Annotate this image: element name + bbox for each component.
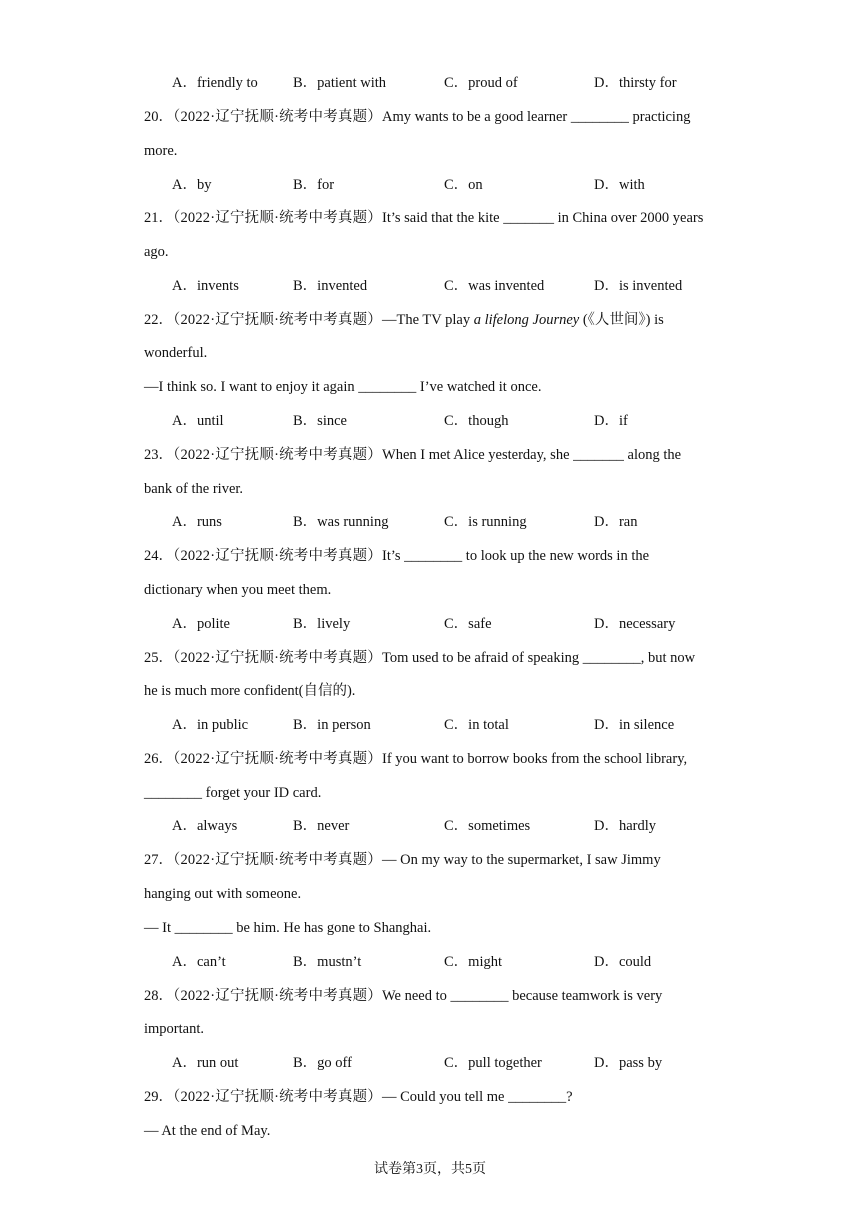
q24-option-c: C．safe xyxy=(444,616,492,632)
q27-option-b: B．mustn’t xyxy=(293,954,362,970)
q22-option-c: C．though xyxy=(444,413,509,429)
q27-stem-line2: hanging out with someone. xyxy=(144,886,302,902)
q25-stem-line2: he is much more confident(自信的). xyxy=(144,683,356,699)
q28-option-a: A．run out xyxy=(172,1055,239,1071)
page-footer: 试卷第3页，共5页 xyxy=(374,1162,486,1177)
q29-stem-line1 xyxy=(144,1087,573,1107)
q20-number: 20． xyxy=(144,109,173,125)
q22-title-italic: a lifelong Journey xyxy=(473,312,580,328)
q29-text: — Could you tell me ________? xyxy=(382,1089,573,1105)
q28-text: We need to ________ because teamwork is very xyxy=(382,988,663,1004)
q19-option-d: D．thirsty for xyxy=(594,75,677,91)
q25-number: 25． xyxy=(144,650,173,666)
q21-option-a: A．invents xyxy=(172,278,239,294)
q22-text-pre: —The TV play xyxy=(382,312,474,328)
q23-stem-line2: bank of the river. xyxy=(144,481,244,497)
q26-option-b: B．never xyxy=(293,818,350,834)
q19-option-a: A．friendly to xyxy=(172,75,258,91)
q20-option-a: A．by xyxy=(172,177,212,193)
q23-number: 23． xyxy=(144,447,173,463)
q28-option-b: B．go off xyxy=(293,1055,352,1071)
q19-option-c: C．proud of xyxy=(444,75,518,91)
q20-option-c: C．on xyxy=(444,177,483,193)
q22-option-a: A．until xyxy=(172,413,224,429)
q23-option-b: B．was running xyxy=(293,514,389,530)
q28-option-d: D．pass by xyxy=(594,1055,663,1071)
q22-stem-line2: wonderful. xyxy=(144,345,208,361)
q22-source: （2022·辽宁抚顺·统考中考真题） xyxy=(173,312,383,328)
q20-source: （2022·辽宁抚顺·统考中考真题） xyxy=(173,109,383,125)
q21-source: （2022·辽宁抚顺·统考中考真题） xyxy=(173,210,383,226)
q29-number: 29． xyxy=(144,1089,173,1105)
q20-option-d: D．with xyxy=(594,177,645,193)
q20-option-b: B．for xyxy=(293,177,335,193)
q21-option-c: C．was invented xyxy=(444,278,545,294)
q25-option-d: D．in silence xyxy=(594,717,675,733)
q19-option-b: B．patient with xyxy=(293,75,387,91)
q22-stem-line3: —I think so. I want to enjoy it again ________ I’ve watched it once. xyxy=(144,379,542,395)
q28-source: （2022·辽宁抚顺·统考中考真题） xyxy=(173,988,383,1004)
q21-stem-line1 xyxy=(144,208,703,228)
q22-option-b: B．since xyxy=(293,413,347,429)
q20-text: Amy wants to be a good learner ________ practicing xyxy=(382,109,691,125)
q27-option-a: A．can’t xyxy=(172,954,226,970)
q23-option-a: A．runs xyxy=(172,514,222,530)
q24-option-b: B．lively xyxy=(293,616,351,632)
q23-text: When I met Alice yesterday, she _______ along the xyxy=(382,447,682,463)
q26-option-c: C．sometimes xyxy=(444,818,531,834)
q24-text: It’s ________ to look up the new words in the xyxy=(382,548,650,564)
q27-stem-line3: — It ________ be him. He has gone to Shanghai. xyxy=(144,920,432,936)
q25-option-b: B．in person xyxy=(293,717,371,733)
q20-stem-line2: more. xyxy=(144,143,178,159)
q26-text: If you want to borrow books from the school library, xyxy=(382,751,688,767)
q29-source: （2022·辽宁抚顺·统考中考真题） xyxy=(173,1089,383,1105)
q22-options xyxy=(172,411,732,431)
q21-text: It’s said that the kite _______ in China over 2000 years xyxy=(382,210,704,226)
q23-option-c: C．is running xyxy=(444,514,527,530)
q26-number: 26． xyxy=(144,751,173,767)
q21-stem-line2: ago. xyxy=(144,244,169,260)
q25-option-c: C．in total xyxy=(444,717,509,733)
q28-options xyxy=(172,1053,732,1073)
q25-options xyxy=(172,715,732,735)
q25-option-a: A．in public xyxy=(172,717,249,733)
q23-options xyxy=(172,512,732,532)
q22-number: 22． xyxy=(144,312,173,328)
q26-option-d: D．hardly xyxy=(594,818,657,834)
q27-number: 27． xyxy=(144,852,173,868)
q27-source: （2022·辽宁抚顺·统考中考真题） xyxy=(173,852,383,868)
q21-options xyxy=(172,276,732,296)
q21-option-d: D．is invented xyxy=(594,278,683,294)
q27-option-d: D．could xyxy=(594,954,652,970)
q28-option-c: C．pull together xyxy=(444,1055,542,1071)
q29-stem-line2: — At the end of May. xyxy=(144,1123,271,1139)
q28-number: 28． xyxy=(144,988,173,1004)
q28-stem-line2: important. xyxy=(144,1021,205,1037)
q22-option-d: D．if xyxy=(594,413,628,429)
q23-option-d: D．ran xyxy=(594,514,638,530)
q21-option-b: B．invented xyxy=(293,278,368,294)
q27-stem-line1 xyxy=(144,850,661,870)
q27-options xyxy=(172,952,732,972)
q24-stem-line2: dictionary when you meet them. xyxy=(144,582,332,598)
q20-options xyxy=(172,175,732,195)
q24-option-d: D．necessary xyxy=(594,616,676,632)
q28-stem-line1 xyxy=(144,986,662,1006)
q22-text-post: (《人世间》) is xyxy=(579,312,664,328)
q23-source: （2022·辽宁抚顺·统考中考真题） xyxy=(173,447,383,463)
q27-option-c: C．might xyxy=(444,954,503,970)
q26-options xyxy=(172,816,732,836)
q25-source: （2022·辽宁抚顺·统考中考真题） xyxy=(173,650,383,666)
q23-stem-line1 xyxy=(144,445,681,465)
q22-stem-line1 xyxy=(144,310,664,330)
q24-options xyxy=(172,614,732,634)
q21-number: 21． xyxy=(144,210,173,226)
q24-source: （2022·辽宁抚顺·统考中考真题） xyxy=(173,548,383,564)
q24-option-a: A．polite xyxy=(172,616,230,632)
q24-stem-line1 xyxy=(144,546,649,566)
q20-stem-line1 xyxy=(144,107,690,127)
q26-stem-line1 xyxy=(144,749,687,769)
q25-stem-line1 xyxy=(144,648,695,668)
q26-source: （2022·辽宁抚顺·统考中考真题） xyxy=(173,751,383,767)
q25-text: Tom used to be afraid of speaking ________, but now xyxy=(382,650,696,666)
q26-stem-line2: ________ forget your ID card. xyxy=(144,785,322,801)
q27-text: — On my way to the supermarket, I saw Jimmy xyxy=(382,852,661,868)
q24-number: 24． xyxy=(144,548,173,564)
q19-options xyxy=(172,73,732,93)
q26-option-a: A．always xyxy=(172,818,238,834)
